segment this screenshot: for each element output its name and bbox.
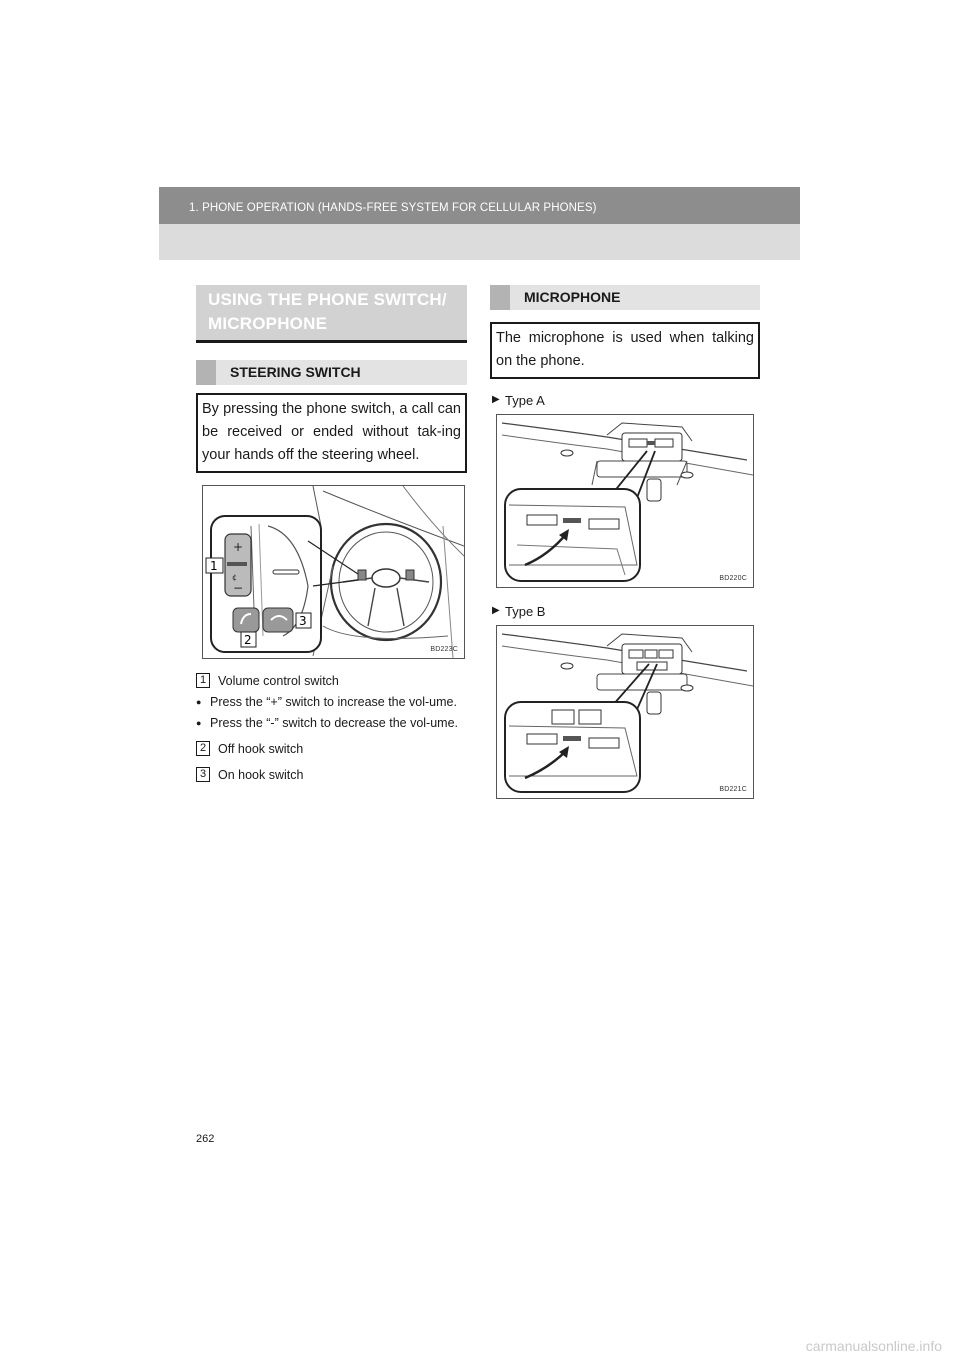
header-bar <box>159 187 800 224</box>
item-on-hook <box>196 767 467 783</box>
figure-code: BD221C <box>719 786 747 793</box>
right-column <box>490 285 760 799</box>
steering-wheel-illustration <box>203 486 464 658</box>
steering-switch-figure <box>202 485 465 659</box>
type-a-figure <box>496 414 754 588</box>
breadcrumb: 1. PHONE OPERATION (HANDS-FREE SYSTEM FOR CELLULAR PHONES) <box>189 202 597 214</box>
callout-1: 1 <box>210 559 218 573</box>
svg-text:¢: ¢ <box>232 573 238 582</box>
bullet-decrease: ● Press the “-” switch to decrease the vol-ume. <box>196 715 467 731</box>
watermark: carmanualsonline.info <box>805 1338 942 1354</box>
figure-code: BD223C <box>430 646 458 653</box>
header-sub-band <box>159 224 800 260</box>
type-a-microphone-illustration <box>497 415 753 587</box>
callout-2: 2 <box>244 633 252 647</box>
type-b-figure <box>496 625 754 799</box>
figure-code: BD220C <box>719 575 747 582</box>
item-label: Off hook switch <box>218 742 304 756</box>
svg-text:+: + <box>233 540 244 554</box>
subhead-tab <box>196 360 216 385</box>
bullet-increase: ● Press the “+” switch to increase the vol-ume. <box>196 694 467 710</box>
item-label: Volume control switch <box>218 674 339 688</box>
page-number: 262 <box>196 1133 215 1145</box>
number-box: 1 <box>196 673 210 688</box>
subhead-steering-switch <box>196 360 467 385</box>
microphone-intro-box: The microphone is used when talking on the phone. <box>490 322 760 379</box>
section-title: USING THE PHONE SWITCH/ MICROPHONE <box>196 285 467 343</box>
item-off-hook <box>196 741 467 757</box>
type-a-label: ▶ Type A <box>492 393 760 408</box>
svg-text:−: − <box>233 581 244 595</box>
number-box: 3 <box>196 767 210 782</box>
number-box: 2 <box>196 741 210 756</box>
subhead-label: STEERING SWITCH <box>230 364 361 380</box>
left-column <box>196 285 467 783</box>
callout-3: 3 <box>299 614 307 628</box>
item-label: On hook switch <box>218 768 304 782</box>
intro-box: By pressing the phone switch, a call can be received or ended without tak-ing your hands off the steering wheel. <box>196 393 467 473</box>
subhead-label: MICROPHONE <box>524 289 621 305</box>
subhead-tab <box>490 285 510 310</box>
item-volume-control <box>196 673 467 689</box>
type-b-label: ▶ Type B <box>492 604 760 619</box>
type-b-microphone-illustration <box>497 626 753 798</box>
subhead-microphone <box>490 285 760 310</box>
